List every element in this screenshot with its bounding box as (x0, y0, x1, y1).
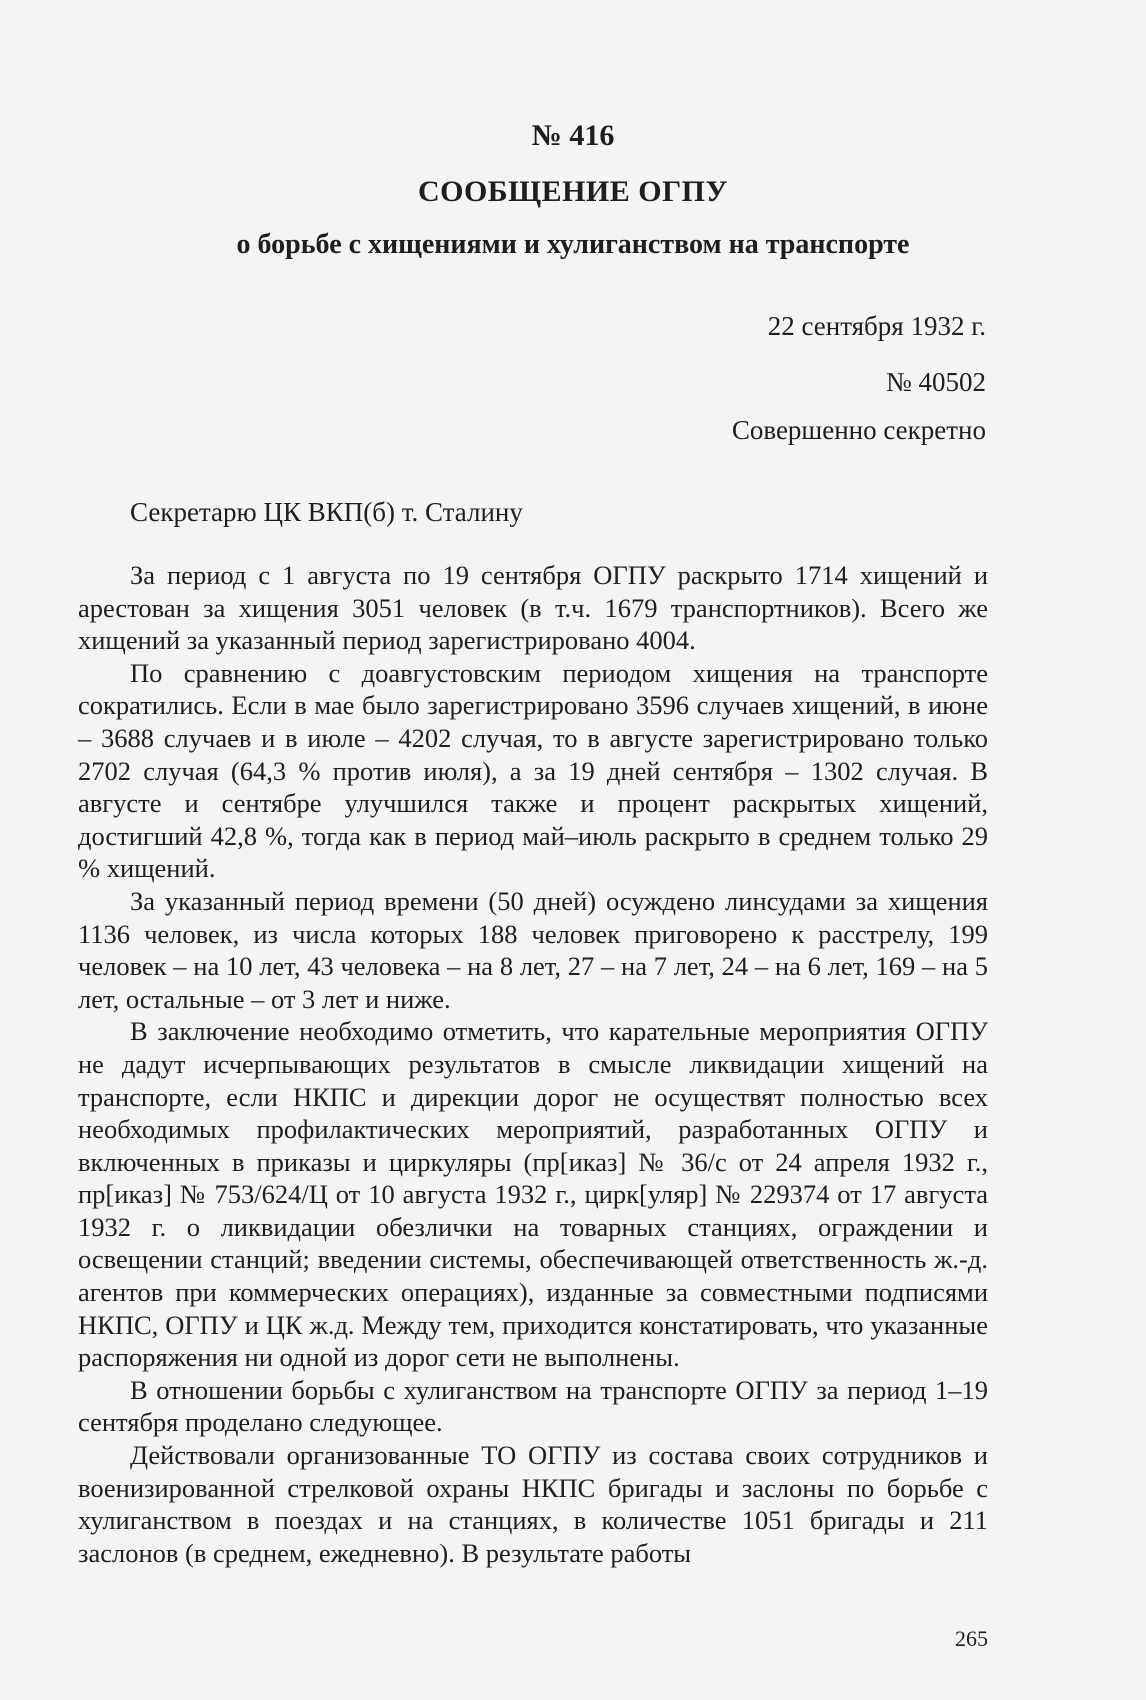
document-title: СООБЩЕНИЕ ОГПУ (417, 175, 729, 208)
classification-label: Совершенно секретно (731, 415, 986, 445)
page-number: 265 (955, 1626, 988, 1651)
document-body (78, 559, 988, 1569)
paragraph: За указанный период времени (50 дней) осуждено линсудами за хищения 1136 человек, из числа которых 188 человек приговорено к расстрелу, 199 человек – на 10 лет, 43 человека – на 8 лет, 27 – на 7 лет, 24 – на 6 лет, 169 – на 5 лет, остальные – от 3 лет и ниже. (78, 885, 988, 1014)
paragraph: В заключение необходимо отметить, что карательные мероприятия ОГПУ не дадут исчерпывающих результатов в смысле ликвидации хищений на транспорте, если НКПС и дирекции дорог не осуществят полностью всех необходимых профилактических мероприятий, разработанных ОГПУ и включенных в приказы и циркуляры (пр[иказ] № 36/с от 24 апреля 1932 г., пр[иказ] № 753/624/Ц от 10 августа 1932 г., цирк[уляр] № 229374 от 17 августа 1932 г. о ликвидации обезлички на товарных станциях, ограждении и освещении станций; введении системы, обеспечивающей ответственность ж.-д. агентов при коммерческих операциях), изданные за совместными подписями НКПС, ОГПУ и ЦК ж.д. Между тем, приходится констатировать, что указанные распоряжения ни одной из дорог сети не выполнены. (78, 1016, 988, 1373)
document-number: № 416 (531, 119, 615, 152)
paragraph: За период с 1 августа по 19 сентября ОГПУ раскрыто 1714 хищений и арестован за хищения 3051 человек (в т.ч. 1679 транспортников). Всего же хищений за указанный период зарегистрировано 4004. (78, 560, 988, 656)
paragraph: По сравнению с доавгустовским периодом хищения на транспорте сократились. Если в мае было зарегистрировано 3596 случаев хищений, в июне – 3688 случаев и в июле – 4202 случая, то в августе зарегистрировано только 2702 случая (64,3 % против июля), а за 19 дней сентября – 1302 случая. В августе и сентябре улучшился также и процент раскрытых хищений, достигший 42,8 %, тогда как в период май–июль раскрыто в среднем только 29 % хищений. (78, 657, 988, 884)
document-date: 22 сентября 1932 г. (767, 311, 986, 341)
paragraph: Действовали организованные ТО ОГПУ из состава своих сотрудников и военизированной стрелковой охраны НКПС бригады и заслоны по борьбе с хулиганством в поездах и на станциях, в количестве 1051 бригады и 211 заслонов (в среднем, ежедневно). В результате работы (78, 1440, 988, 1568)
paragraph: В отношении борьбы с хулиганством на транспорте ОГПУ за период 1–19 сентября проделано следующее. (78, 1374, 988, 1438)
document-subtitle: о борьбе с хищениями и хулиганством на транспорте (236, 229, 910, 260)
registration-number: № 40502 (885, 367, 986, 397)
addressee: Секретарю ЦК ВКП(б) т. Сталину (130, 497, 523, 527)
